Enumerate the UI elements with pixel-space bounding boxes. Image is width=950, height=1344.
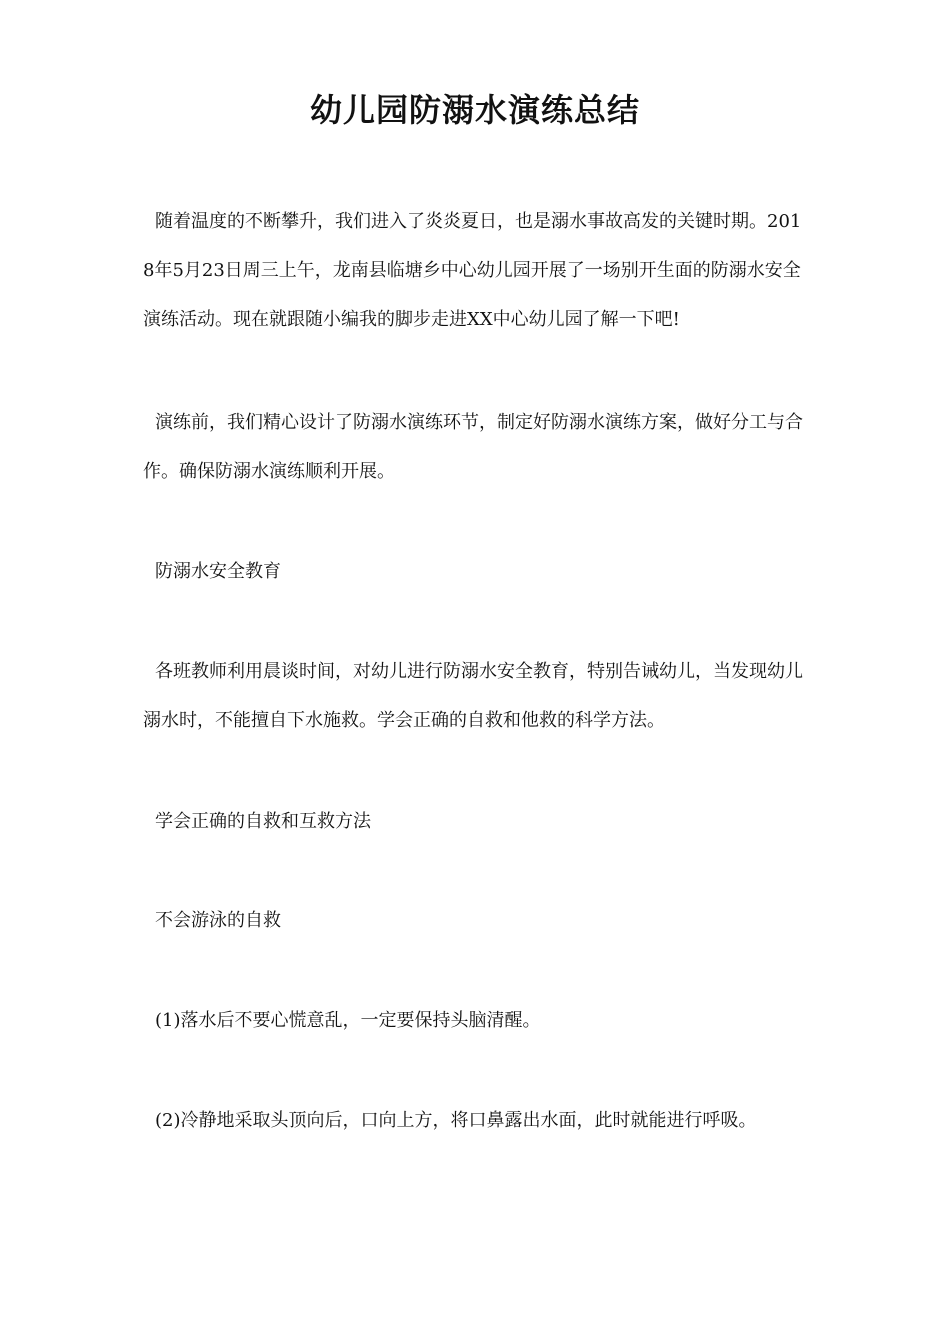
paragraph-preparation: 演练前，我们精心设计了防溺水演练环节，制定好防溺水演练方案，做好分工与合作。确保防溺水演练顺利开展。: [143, 412, 803, 482]
document-title: 幼儿园防溺水演练总结: [309, 91, 640, 129]
list-item-step-2: (2)冷静地采取头顶向后，口向上方，将口鼻露出水面，此时就能进行呼吸。: [155, 1110, 757, 1131]
list-item-step-1: (1)落水后不要心慌意乱，一定要保持头脑清醒。: [155, 1010, 541, 1031]
section-heading-self-rescue: 不会游泳的自救: [155, 910, 281, 931]
section-heading-rescue-methods: 学会正确的自救和互救方法: [155, 811, 371, 832]
paragraph-safety-education: 各班教师利用晨谈时间，对幼儿进行防溺水安全教育，特别告诫幼儿，当发现幼儿溺水时，不能擅自下水施救。学会正确的自救和他救的科学方法。: [143, 661, 803, 731]
section-heading-safety-education: 防溺水安全教育: [155, 561, 281, 582]
paragraph-intro: 随着温度的不断攀升，我们进入了炎炎夏日，也是溺水事故高发的关键时期。2018年5月23日周三上午，龙南县临塘乡中心幼儿园开展了一场别开生面的防溺水安全演练活动。现在就跟随小编我的脚步走进XX中心幼儿园了解一下吧!: [143, 211, 802, 330]
